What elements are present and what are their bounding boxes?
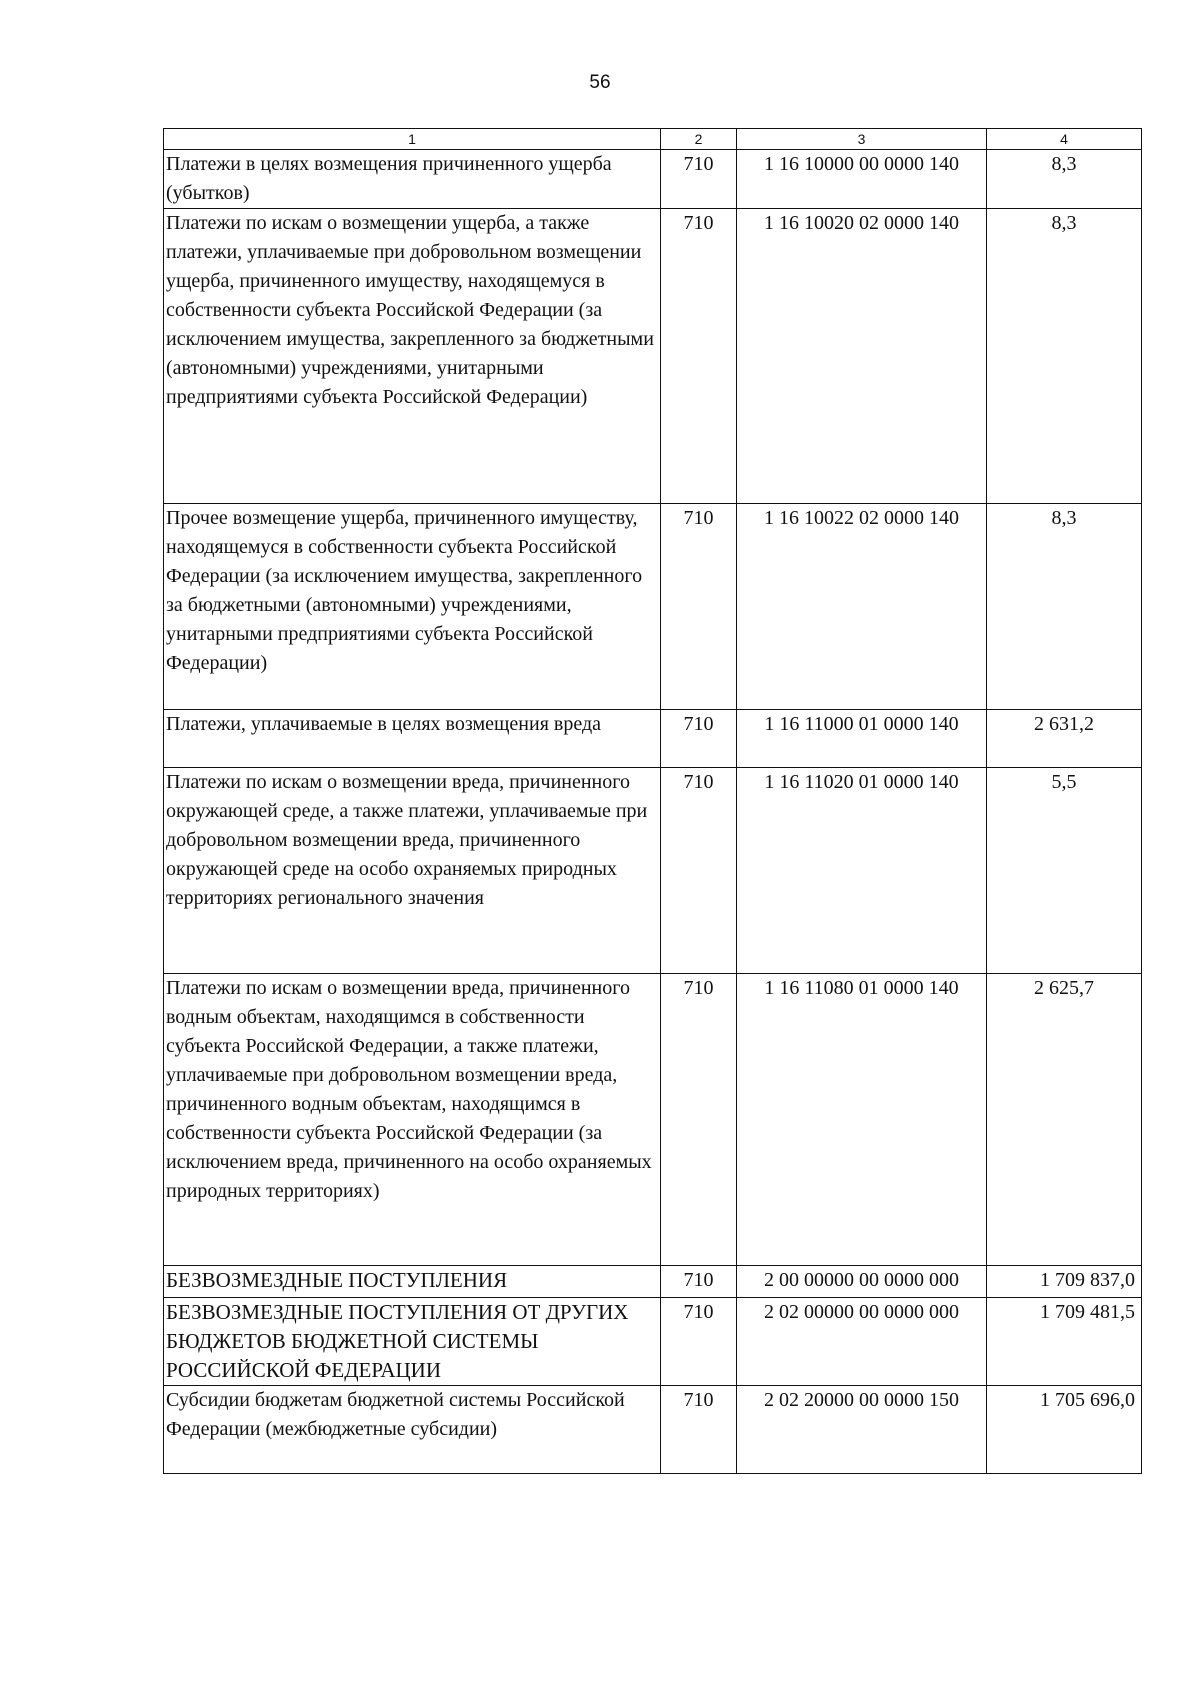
- header-col-1: 1: [164, 129, 661, 150]
- row-name: Платежи по искам о возмещении вреда, причиненного водным объектам, находящимся в собственности субъекта Российской Федерации, а также платежи, уплачиваемые при добровольном возмещении вреда, причиненного водным объектам, находящимся в собственности субъекта Российской Федерации (за исключением вреда, причиненного на особо охраняемых природных территориях): [164, 974, 661, 1266]
- row-admin-code: 710: [661, 1386, 737, 1474]
- row-amount: 8,3: [987, 504, 1142, 710]
- table-row: [164, 150, 1142, 209]
- row-admin-code: 710: [661, 974, 737, 1266]
- row-budget-code: 1 16 10000 00 0000 140: [737, 150, 987, 209]
- table-row: [164, 1298, 1142, 1386]
- row-budget-code: 2 02 00000 00 0000 000: [737, 1298, 987, 1386]
- table-row: [164, 1386, 1142, 1474]
- row-amount: 2 631,2: [987, 710, 1142, 768]
- row-admin-code: 710: [661, 209, 737, 504]
- page-number: 56: [589, 72, 611, 93]
- row-budget-code: 2 02 20000 00 0000 150: [737, 1386, 987, 1474]
- header-col-3: 3: [737, 129, 987, 150]
- revenue-table: [163, 128, 1142, 1474]
- row-admin-code: 710: [661, 1266, 737, 1298]
- row-admin-code: 710: [661, 1298, 737, 1386]
- row-budget-code: 2 00 00000 00 0000 000: [737, 1266, 987, 1298]
- row-admin-code: 710: [661, 504, 737, 710]
- row-admin-code: 710: [661, 150, 737, 209]
- row-amount: 1 705 696,0: [987, 1386, 1142, 1474]
- header-row: [164, 129, 1142, 150]
- row-admin-code: 710: [661, 710, 737, 768]
- row-name: Прочее возмещение ущерба, причиненного имуществу, находящемуся в собственности субъекта Российской Федерации (за исключением имущества, закрепленного за бюджетными (автономными) учреждениями, унитарными предприятиями субъекта Российской Федерации): [164, 504, 661, 710]
- row-amount: 2 625,7: [987, 974, 1142, 1266]
- header-col-2: 2: [661, 129, 737, 150]
- row-budget-code: 1 16 11020 01 0000 140: [737, 768, 987, 974]
- row-amount: 8,3: [987, 150, 1142, 209]
- row-name: Платежи, уплачиваемые в целях возмещения вреда: [164, 710, 661, 768]
- header-col-4: 4: [987, 129, 1142, 150]
- table-row: [164, 710, 1142, 768]
- row-admin-code: 710: [661, 768, 737, 974]
- row-name: Платежи по искам о возмещении вреда, причиненного окружающей среде, а также платежи, уплачиваемые при добровольном возмещении вреда, причиненного окружающей среде на особо охраняемых природных территориях регионального значения: [164, 768, 661, 974]
- row-budget-code: 1 16 11080 01 0000 140: [737, 974, 987, 1266]
- row-budget-code: 1 16 11000 01 0000 140: [737, 710, 987, 768]
- table-row: [164, 768, 1142, 974]
- row-name: БЕЗВОЗМЕЗДНЫЕ ПОСТУПЛЕНИЯ: [164, 1266, 661, 1298]
- row-amount: 1 709 837,0: [987, 1266, 1142, 1298]
- row-amount: 1 709 481,5: [987, 1298, 1142, 1386]
- row-name: Платежи в целях возмещения причиненного ущерба (убытков): [164, 150, 661, 209]
- row-name: Субсидии бюджетам бюджетной системы Российской Федерации (межбюджетные субсидии): [164, 1386, 661, 1474]
- row-budget-code: 1 16 10022 02 0000 140: [737, 504, 987, 710]
- row-name: БЕЗВОЗМЕЗДНЫЕ ПОСТУПЛЕНИЯ ОТ ДРУГИХ БЮДЖЕТОВ БЮДЖЕТНОЙ СИСТЕМЫ РОССИЙСКОЙ ФЕДЕРАЦИИ: [164, 1298, 661, 1386]
- row-name: Платежи по искам о возмещении ущерба, а также платежи, уплачиваемые при добровольном возмещении ущерба, причиненного имуществу, находящемуся в собственности субъекта Российской Федерации (за исключением имущества, закрепленного за бюджетными (автономными) учреждениями, унитарными предприятиями субъекта Российской Федерации): [164, 209, 661, 504]
- table-row: [164, 974, 1142, 1266]
- row-budget-code: 1 16 10020 02 0000 140: [737, 209, 987, 504]
- table-row: [164, 1266, 1142, 1298]
- row-amount: 5,5: [987, 768, 1142, 974]
- row-amount: 8,3: [987, 209, 1142, 504]
- table-row: [164, 504, 1142, 710]
- table-row: [164, 209, 1142, 504]
